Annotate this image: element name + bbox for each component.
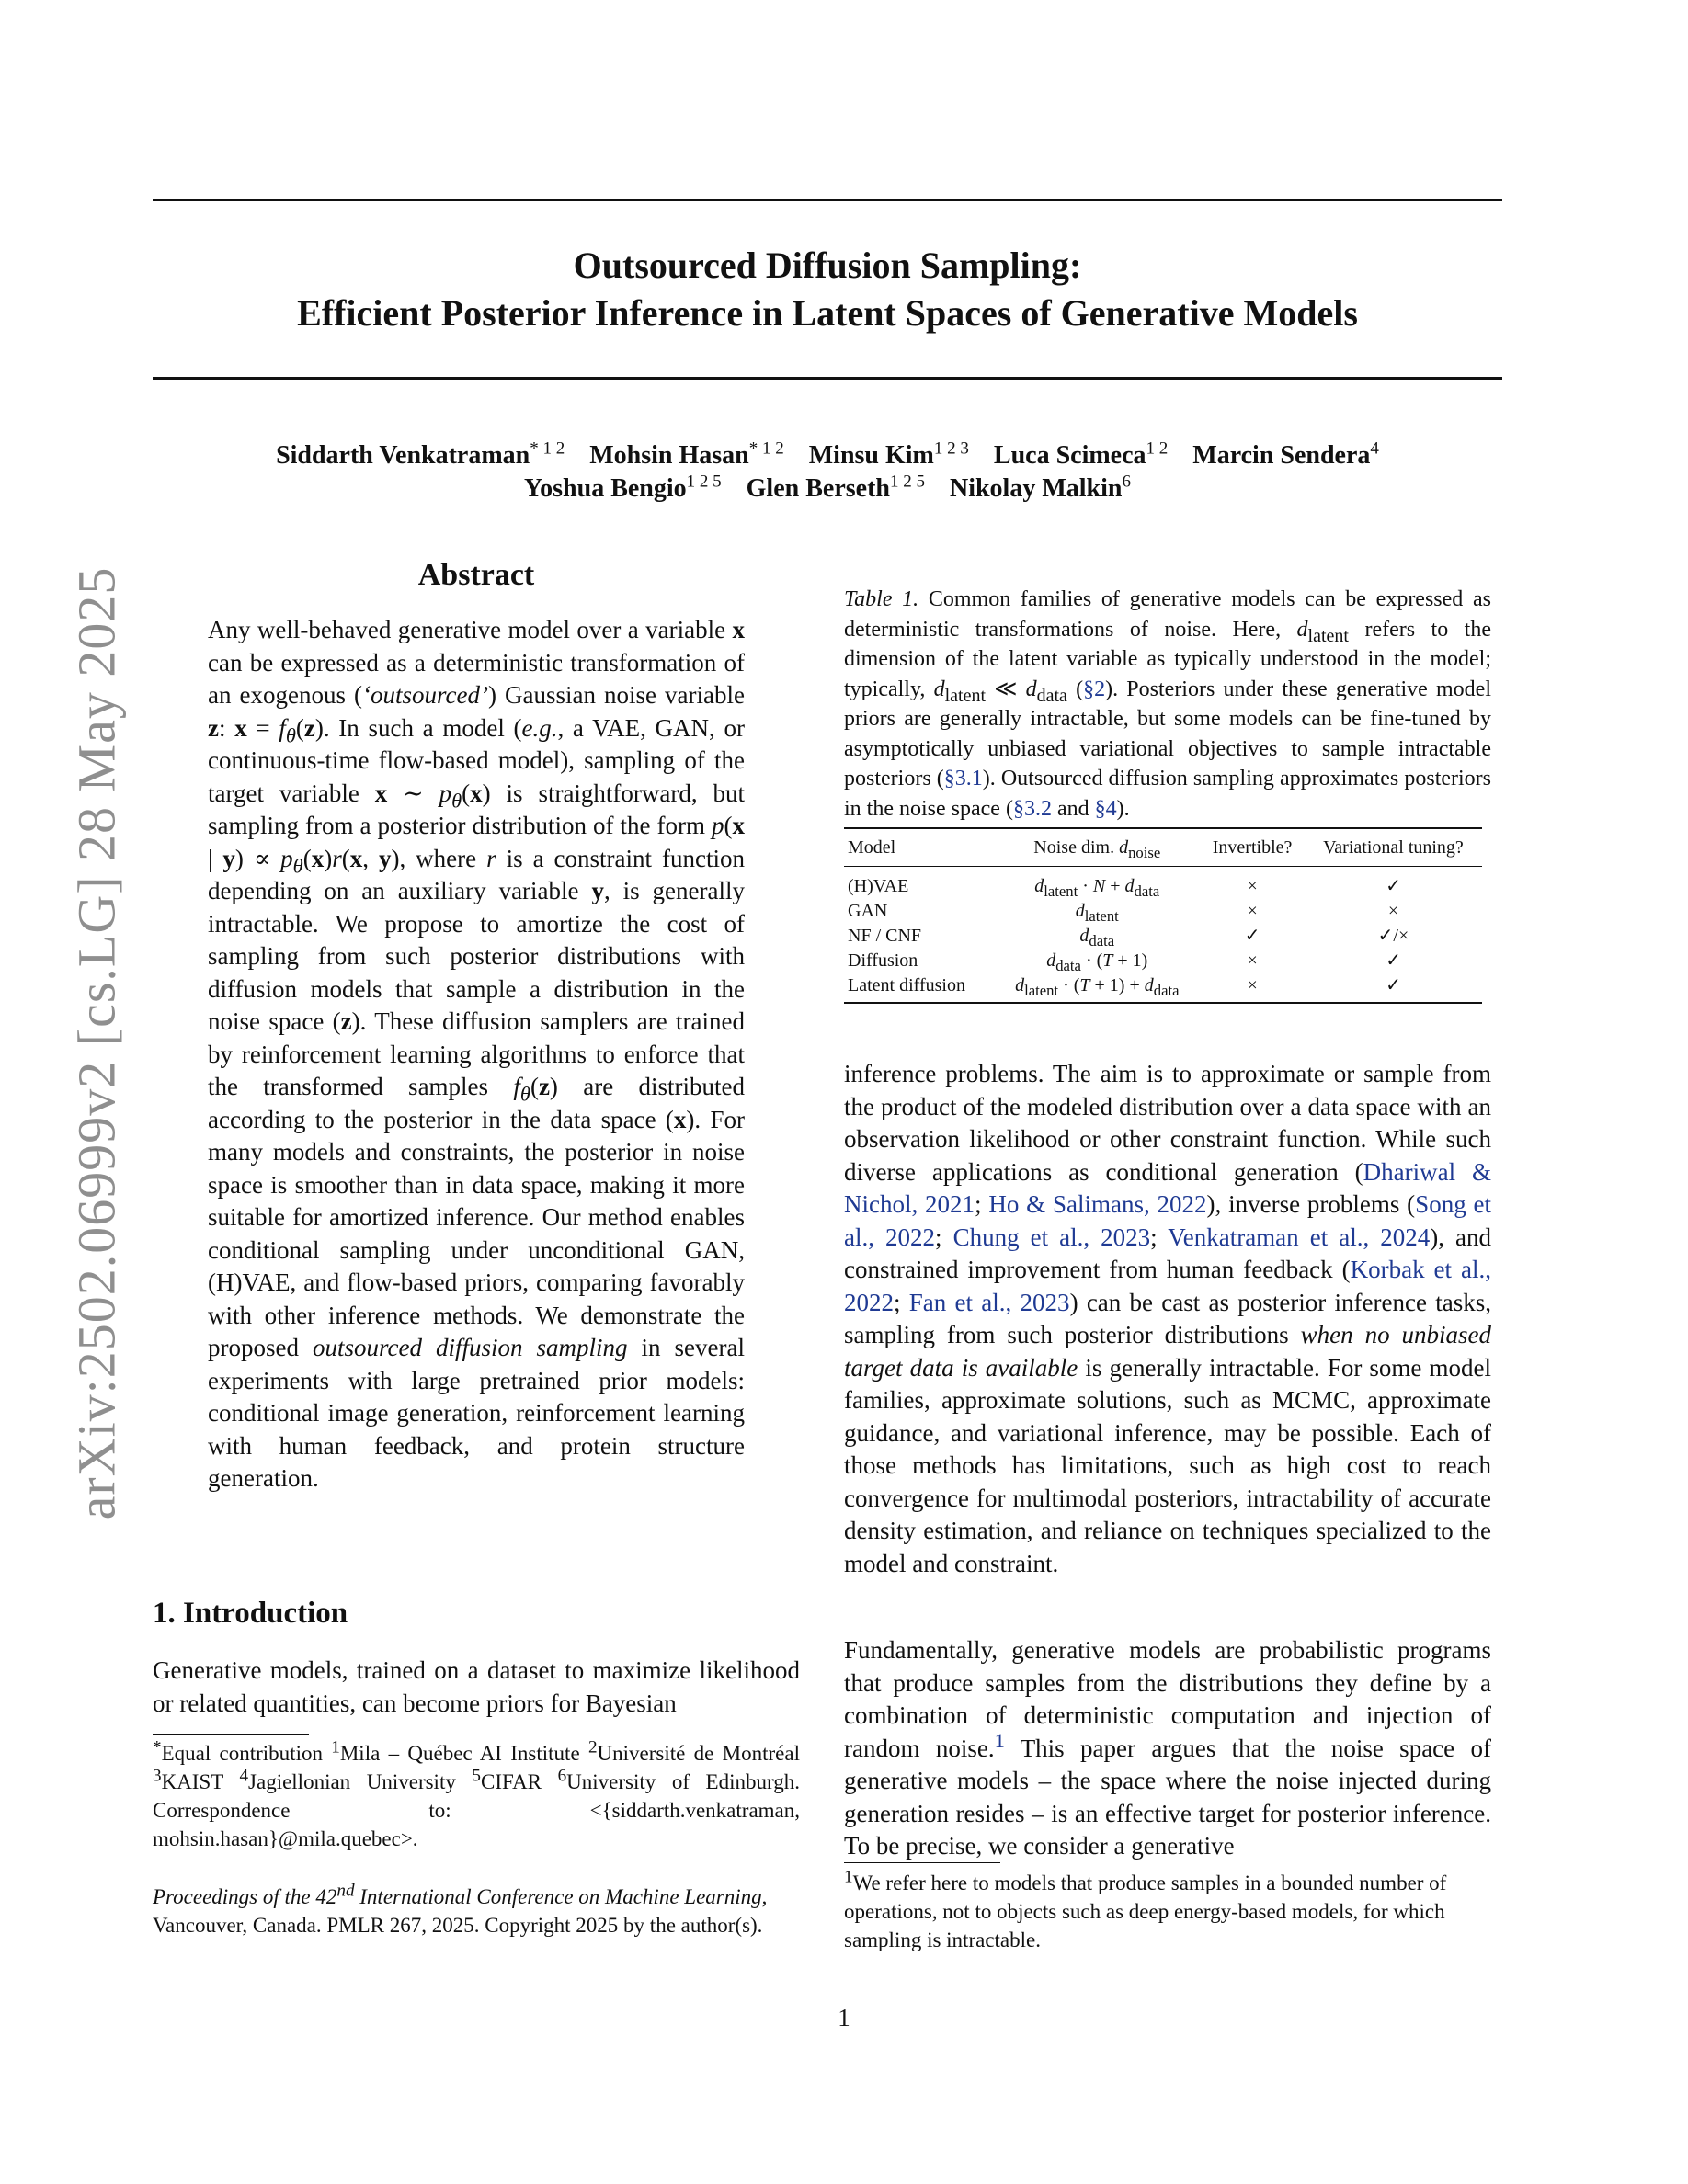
column-header-noise-dim: Noise dim. $d_{noise}$ <box>994 828 1200 867</box>
table-cell-model: Latent diffusion <box>844 973 994 1003</box>
author: Mohsin Hasan$^{* 1 2}$ <box>589 438 784 470</box>
author: Yoshua Bengio$^{1 2 5}$ <box>524 472 722 503</box>
column-header-invertible: Invertible? <box>1200 828 1305 867</box>
section-heading-introduction: 1. Introduction <box>153 1597 348 1630</box>
arxiv-identifier: arXiv:2502.06999v2 [cs.LG] 28 May 2025 <box>66 566 127 1520</box>
table-cell-tuning: ✓ <box>1386 876 1401 896</box>
table-row <box>844 899 1482 924</box>
table-row <box>844 924 1482 949</box>
footnote-marker-link[interactable]: 1 <box>994 1728 1005 1752</box>
citation-link[interactable]: Fan et al., 2023 <box>908 1288 1070 1316</box>
citation-link[interactable]: Song et al., 2022 <box>844 1190 1491 1251</box>
author: Nikolay Malkin$^6$ <box>949 472 1131 503</box>
table-cell-model: GAN <box>848 901 888 921</box>
footnote-rule <box>844 1862 1000 1863</box>
author: Glen Berseth$^{1 2 5}$ <box>746 472 925 503</box>
affiliations-footnote: *Equal contribution $^1$Mila – Québec AI Institute $^2$Université de Montréal $^3$KAIST $^4$Jagiellonian University $^5$CIFAR $^6$University of Edinburgh. Correspondence to: <{siddarth.venkatraman, mohsin.hasan}@mila.quebec>. <box>153 1737 800 1850</box>
abstract-text: Any well-behaved generative model over a variable x can be expressed as a deterministic transformation of an exogenous (‘outsourced’) Gaussian noise variable z: $x = f_\theta(z)$. In such a model (e.g., a VAE, GAN, or continuous-time flow-based model), sampling of the target variable x ∼ $p_\theta(x)$ is straightforward, but sampling from a posterior distribution of the form p(x | $y) \propto p_\theta(x)r(x$, y), where r is a constraint function depending on an auxiliary variable y, is generally intractable. We propose to amortize the cost of sampling from such posterior distributions with diffusion models that sample a distribution in the noise space (z). These diffusion samplers are trained by reinforcement learning algorithms to enforce that the transformed samples $f_\theta(z)$ are distributed according to the posterior in the data space (x). For many models and constraints, the posterior in noise space is smoother than in data space, making it more suitable for amortized inference. Our method enables conditional sampling under unconditional GAN, (H)VAE, and flow-based priors, comparing favorably with other inference methods. We demonstrate the proposed outsourced diffusion sampling in several experiments with large pretrained prior models: conditional image generation, reinforcement learning with human feedback, and protein structure generation. <box>208 616 746 1492</box>
section-link[interactable]: §2 <box>1083 677 1106 701</box>
citation-link[interactable]: Venkatraman et al., 2024 <box>1168 1223 1431 1251</box>
table-cell-model: (H)VAE <box>848 876 909 896</box>
table-row <box>844 973 1482 1003</box>
paper-title-line2: Efficient Posterior Inference in Latent Spaces of Generative Models <box>297 292 1358 334</box>
table-row <box>844 949 1482 973</box>
table-cell-noise-dim: $d_{data}$ <box>1079 926 1115 950</box>
abstract-heading: Abstract <box>417 558 535 592</box>
author-list-line1 <box>153 439 1502 472</box>
author: Luca Scimeca$^{1 2}$ <box>993 438 1169 470</box>
author: Siddarth Venkatraman$^{* 1 2}$ <box>276 438 565 470</box>
table-cell-invertible: × <box>1247 950 1258 971</box>
citation-link[interactable]: Dhariwal & Nichol, 2021 <box>844 1157 1491 1218</box>
section-link[interactable]: §3.2 <box>1012 796 1052 821</box>
author: Minsu Kim$^{1 2 3}$ <box>808 438 969 470</box>
table-cell-invertible: × <box>1200 973 1305 1003</box>
table-cell-invertible: × <box>1247 901 1258 921</box>
table-cell-tuning: ✓ <box>1305 973 1482 1003</box>
bottom-rule <box>153 377 1502 380</box>
proceedings-note: Proceedings of the 42nd International Conference on Machine Learning, Vancouver, Canada. PMLR 267, 2025. Copyright 2025 by the author(s). <box>153 1881 768 1937</box>
table-cell-noise-dim: $d_{latent}$ <box>1075 901 1119 925</box>
page-number: 1 <box>838 2004 850 2031</box>
citation-link[interactable]: Chung et al., 2023 <box>952 1223 1151 1251</box>
top-rule <box>153 199 1502 201</box>
citation-link[interactable]: Korbak et al., 2022 <box>844 1256 1491 1316</box>
table-cell-model: NF / CNF <box>848 926 922 946</box>
table-cell-noise-dim: $d_{data} \cdot (T + 1)$ <box>1046 950 1148 974</box>
table-caption: Table 1. Common families of generative models can be expressed as deterministic transformations of noise. Here, $d_{latent}$ refers to the dimension of the latent variable as typically understood in the model; typically, $d_{latent}$ ≪ $d_{data}$ (§2). Posteriors under these generative model priors are generally intractable, but some models can be fine-tuned by asymptotically unbiased variational objectives to sample intractable posteriors (§3.1). Outsourced diffusion sampling approximates posteriors in the noise space (§3.2 and §4). <box>844 587 1492 821</box>
table-cell-noise-dim: $d_{latent} \cdot N + d_{data}$ <box>1034 876 1160 900</box>
table-cell-model: Diffusion <box>848 950 918 971</box>
introduction-paragraph-1: inference problems. The aim is to approximate or sample from the product of the modeled distribution over a data space with an observation likelihood or other constraint function. While such diverse applications as conditional generation (Dhariwal & Nichol, 2021; Ho & Salimans, 2022), inverse problems (Song et al., 2022; Chung et al., 2023; Venkatraman et al., 2024), and constrained improvement from human feedback (Korbak et al., 2022; Fan et al., 2023) can be cast as posterior inference tasks, sampling from such posterior distributions when no unbiased target data is available is generally intractable. For some model families, approximate solutions, such as MCMC, approximate guidance, and variational inference, may be possible. Each of those methods has limitations, such as high cost to reach convergence for multimodal posteriors, intractability of accurate density estimation, and reliance on techniques specialized to the model and constraint. <box>844 1060 1492 1577</box>
column-header-variational-tuning: Variational tuning? <box>1305 828 1482 867</box>
table-header-row <box>844 828 1482 867</box>
table-row <box>844 867 1482 900</box>
citation-link[interactable]: Ho & Salimans, 2022 <box>988 1190 1207 1218</box>
introduction-paragraph-2: Fundamentally, generative models are probabilistic programs that produce samples from the distributions they define by a combination of deterministic computation and injection of random noise.$^1$ This paper argues that the noise space of generative models – the space where the noise injected during generation resides – is an effective target for posterior inference. To be precise, we consider a generative <box>844 1636 1491 1860</box>
author: Marcin Sendera$^4$ <box>1192 438 1379 470</box>
generative-models-table <box>844 827 1482 1004</box>
column-header-model: Model <box>844 828 994 867</box>
table-cell-noise-dim: $d_{latent} \cdot (T + 1) + d_{data}$ <box>994 973 1200 1003</box>
table-cell-tuning: × <box>1387 901 1399 921</box>
section-link[interactable]: §3.1 <box>943 767 983 791</box>
footnote-1: $^1$We refer here to models that produce samples in a bounded number of operations, not to objects such as deep energy-based models, for which sampling is intractable. <box>844 1867 1447 1951</box>
paper-title-line1: Outsourced Diffusion Sampling: <box>573 245 1082 286</box>
table-cell-invertible: ✓ <box>1244 926 1260 946</box>
table-cell-tuning: ✓/× <box>1377 926 1409 946</box>
table-cell-tuning: ✓ <box>1386 950 1401 971</box>
introduction-text: Generative models, trained on a dataset to maximize likelihood or related quantities, can become priors for Bayesian <box>153 1656 800 1717</box>
author-list-line2 <box>153 472 1502 506</box>
footnote-rule <box>153 1734 309 1735</box>
section-link[interactable]: §4 <box>1094 796 1117 821</box>
table-cell-invertible: × <box>1247 876 1258 896</box>
